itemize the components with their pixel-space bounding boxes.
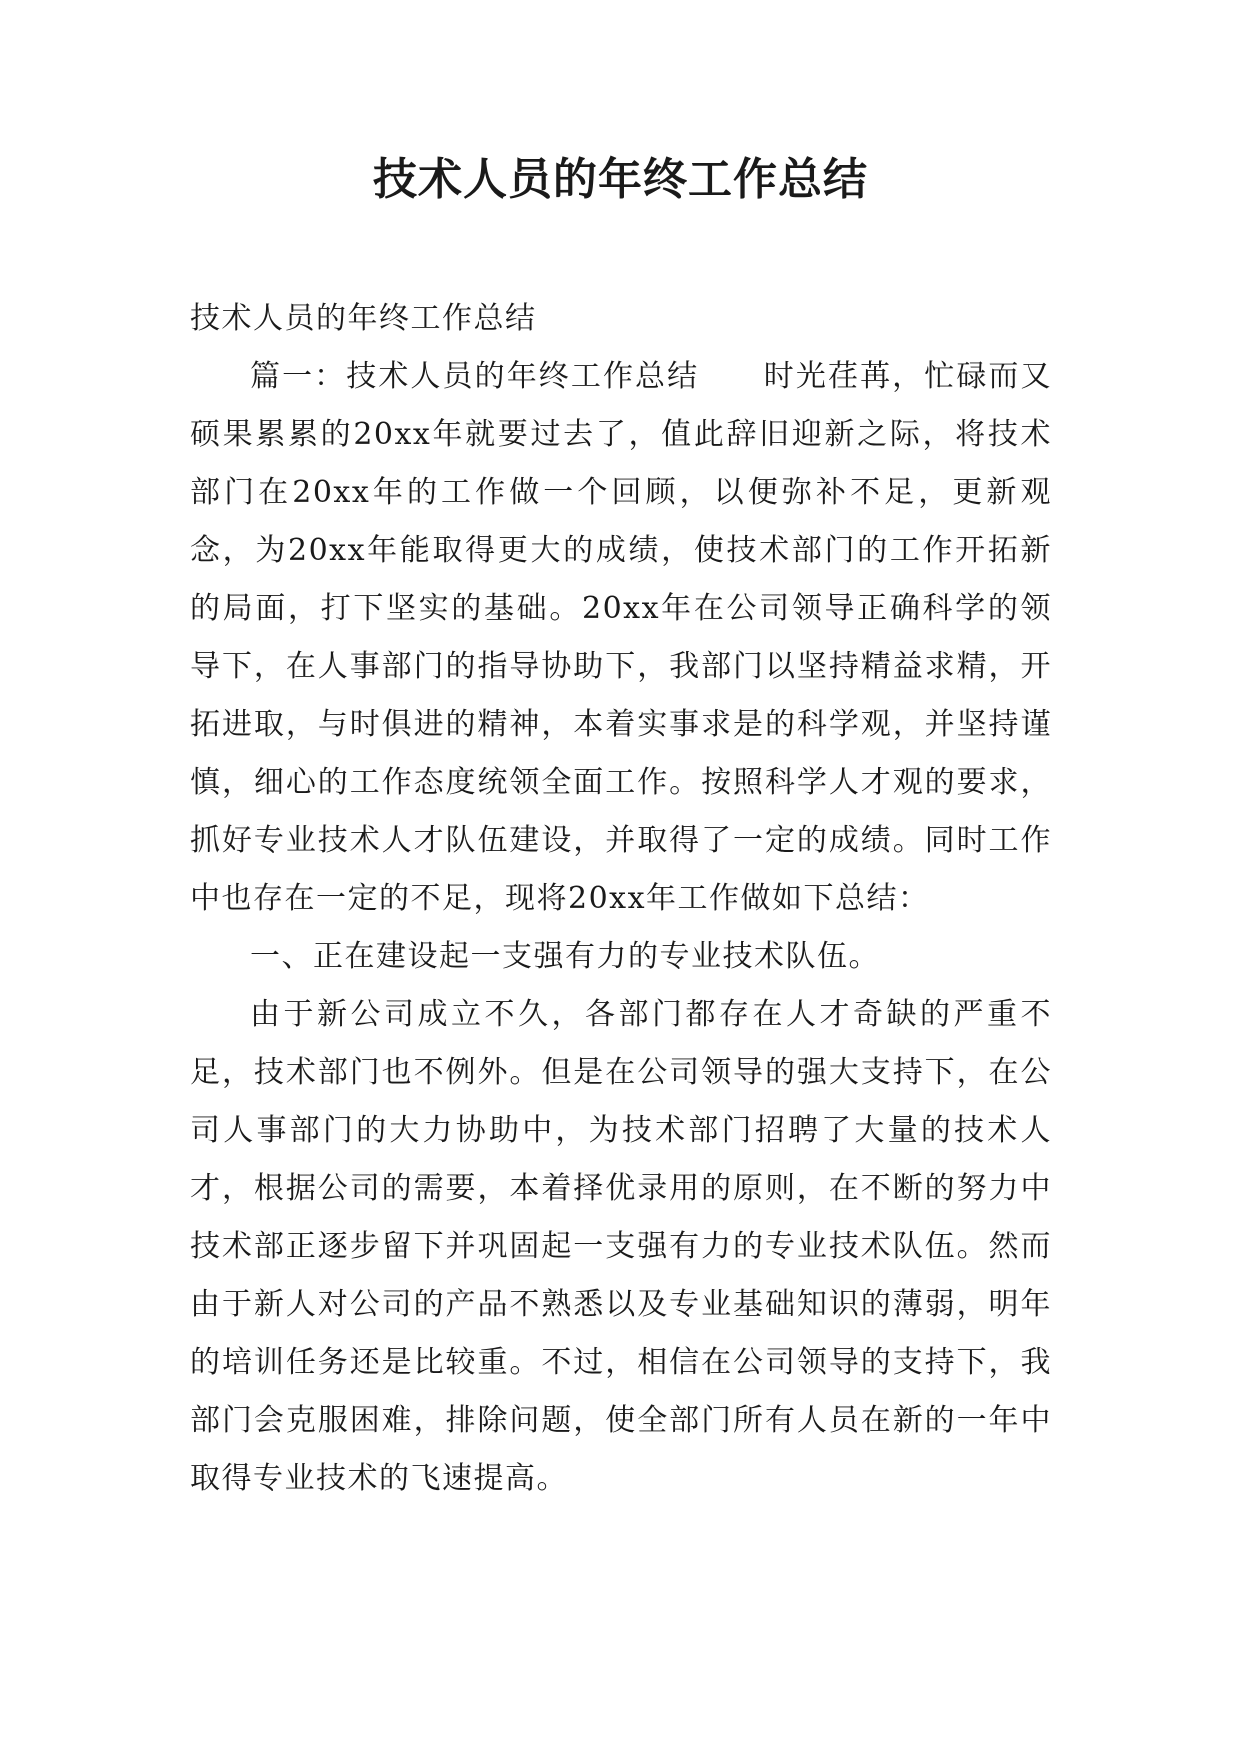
section-paragraph: 由于新公司成立不久，各部门都存在人才奇缺的严重不足，技术部门也不例外。但是在公司领导的强大支持下，在公司人事部门的大力协助中，为技术部门招聘了大量的技术人才，根据公司的需要，本着择优录用的原则，在不断的努力中技术部正逐步留下并巩固起一支强有力的专业技术队伍。然而由于新人对公司的产品不熟悉以及专业基础知识的薄弱，明年的培训任务还是比较重。不过，相信在公司领导的支持下，我部门会克服困难，排除问题，使全部门所有人员在新的一年中取得专业技术的飞速提高。 bbox=[190, 997, 1052, 1496]
document-body bbox=[190, 290, 1052, 1508]
paragraph-intro bbox=[190, 348, 1052, 928]
section-heading: 一、正在建设起一支强有力的专业技术队伍。 bbox=[250, 939, 880, 974]
document-title: 技术人员的年终工作总结 bbox=[373, 154, 868, 205]
intro-body: 时光荏苒，忙碌而又硕果累累的20xx年就要过去了，值此辞旧迎新之际，将技术部门在20xx年的工作做一个回顾，以便弥补不足，更新观念，为20xx年能取得更大的成绩，使技术部门的工作开拓新的局面，打下坚实的基础。20xx年在公司领导正确科学的领导下，在人事部门的指导协助下，我部门以坚持精益求精，开拓进取，与时俱进的精神，本着实事求是的科学观，并坚持谨慎，细心的工作态度统领全面工作。按照科学人才观的要求，抓好专业技术人才队伍建设，并取得了一定的成绩。同时工作中也存在一定的不足，现将20xx年工作做如下总结： bbox=[190, 359, 1053, 916]
document-subtitle: 技术人员的年终工作总结 bbox=[190, 301, 537, 336]
intro-heading: 篇一：技术人员的年终工作总结 bbox=[250, 359, 700, 394]
